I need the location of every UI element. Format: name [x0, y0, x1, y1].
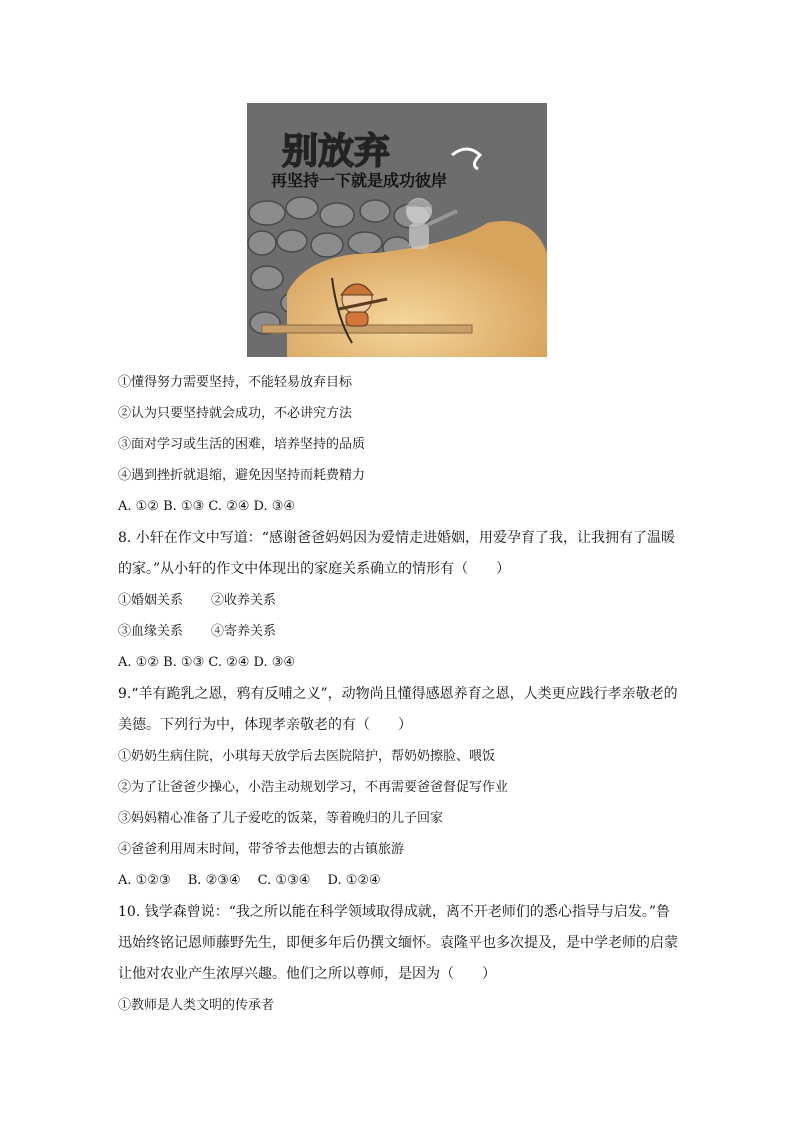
q10-stem-line-1: 10. 钱学森曾说：“我之所以能在科学领域取得成就，离不开老师们的悉心指导与启发。”鲁	[118, 904, 671, 920]
q10-option-1: ①教师是人类文明的传承者	[118, 998, 275, 1013]
illustration-subtitle: 再坚持一下就是成功彼岸	[271, 171, 448, 190]
q8-stem-line-2: 的家。”从小轩的作文中体现出的家庭关系确立的情形有（ ）	[118, 561, 511, 577]
q10-stem-line-2: 迅始终铭记恩师藤野先生，即便多年后仍撰文缅怀。袁隆平也多次提及，是中学老师的启蒙	[118, 935, 678, 951]
q10-stem-line-3: 让他对农业产生浓厚兴趣。他们之所以尊师，是因为（ ）	[118, 966, 496, 982]
q7-option-2: ②认为只要坚持就会成功，不必讲究方法	[118, 406, 353, 421]
q9-option-1: ①奶奶生病住院，小琪每天放学后去医院陪护，帮奶奶擦脸、喂饭	[118, 749, 496, 764]
q9-option-4: ④爸爸利用周末时间，带爷爷去他想去的古镇旅游	[118, 842, 405, 857]
q9-answer-choices: A. ①②③ B. ②③④ C. ①③④ D. ①②④	[118, 873, 381, 888]
q7-option-1: ①懂得努力需要坚持，不能轻易放弃目标	[118, 375, 353, 390]
q8-option-1: ①婚姻关系	[118, 593, 184, 608]
motivational-illustration	[247, 103, 547, 357]
q8-options-row-2	[118, 623, 276, 641]
q7-option-4: ④遇到挫折就退缩，避免因坚持而耗费精力	[118, 468, 366, 483]
illustration-title: 别放弃	[282, 131, 391, 172]
q9-stem-line-1: 9.“羊有跪乳之恩，鸦有反哺之义”，动物尚且懂得感恩养育之恩，人类更应践行孝亲敬老的	[118, 686, 678, 702]
q8-options-row-1	[118, 592, 276, 610]
q7-option-3: ③面对学习或生活的困难，培养坚持的品质	[118, 437, 366, 452]
q9-option-2: ②为了让爸爸少操心，小浩主动规划学习，不再需要爸爸督促写作业	[118, 780, 509, 795]
q9-option-3: ③妈妈精心准备了儿子爱吃的饭菜，等着晚归的儿子回家	[118, 811, 444, 826]
q8-option-3: ③血缘关系	[118, 624, 184, 639]
q7-answer-choices: A. ①② B. ①③ C. ②④ D. ③④	[118, 499, 296, 514]
q8-option-2: ②收养关系	[211, 593, 277, 608]
q9-stem-line-2: 美德。下列行为中，体现孝亲敬老的有（ ）	[118, 717, 412, 733]
q8-answer-choices: A. ①② B. ①③ C. ②④ D. ③④	[118, 655, 296, 670]
q8-option-4: ④寄养关系	[211, 624, 277, 639]
q8-stem-line-1: 8. 小轩在作文中写道：“感谢爸爸妈妈因为爱情走进婚姻，用爱孕育了我，让我拥有了温暖	[118, 530, 675, 546]
